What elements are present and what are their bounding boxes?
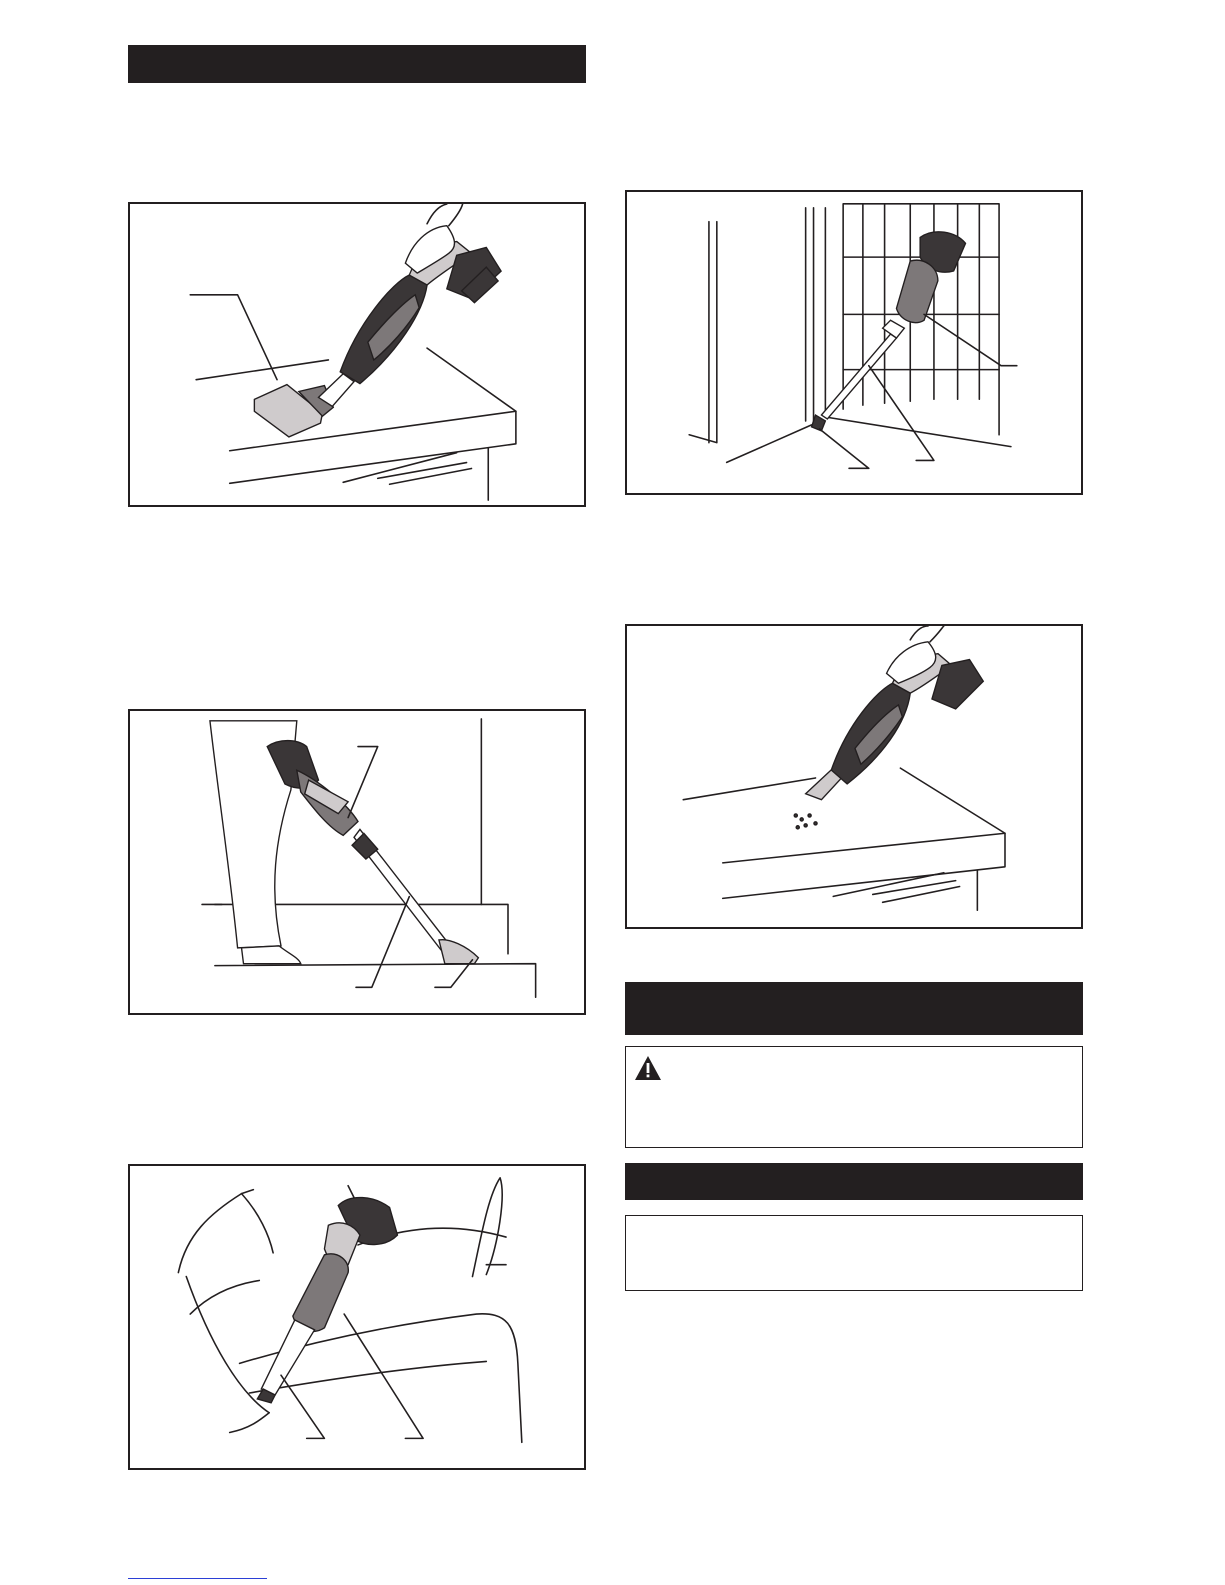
warning-triangle-icon: [634, 1055, 662, 1081]
figure-corner-nozzle-car-seat: [128, 1164, 586, 1470]
vacuum-stairs-illustration: [130, 711, 584, 1013]
figure-floor-nozzle-stairs: [128, 709, 586, 1015]
vacuum-window-sill-illustration: [627, 192, 1081, 493]
warning-box: [625, 1046, 1083, 1148]
footer-link-underline[interactable]: [128, 1578, 267, 1579]
figure-nozzle-table-debris: [625, 624, 1083, 929]
vacuum-car-seat-illustration: [130, 1166, 584, 1468]
section-heading-bar: [128, 45, 586, 83]
figure-extension-wand-window: [625, 190, 1083, 495]
vacuum-floor-nozzle-illustration: [130, 204, 584, 505]
subsection-heading-bar: [625, 1163, 1083, 1200]
figure-floor-nozzle-table: [128, 202, 586, 507]
note-box: [625, 1215, 1083, 1291]
section-heading-bar-right: [625, 982, 1083, 1035]
vacuum-debris-illustration: [627, 626, 1081, 927]
